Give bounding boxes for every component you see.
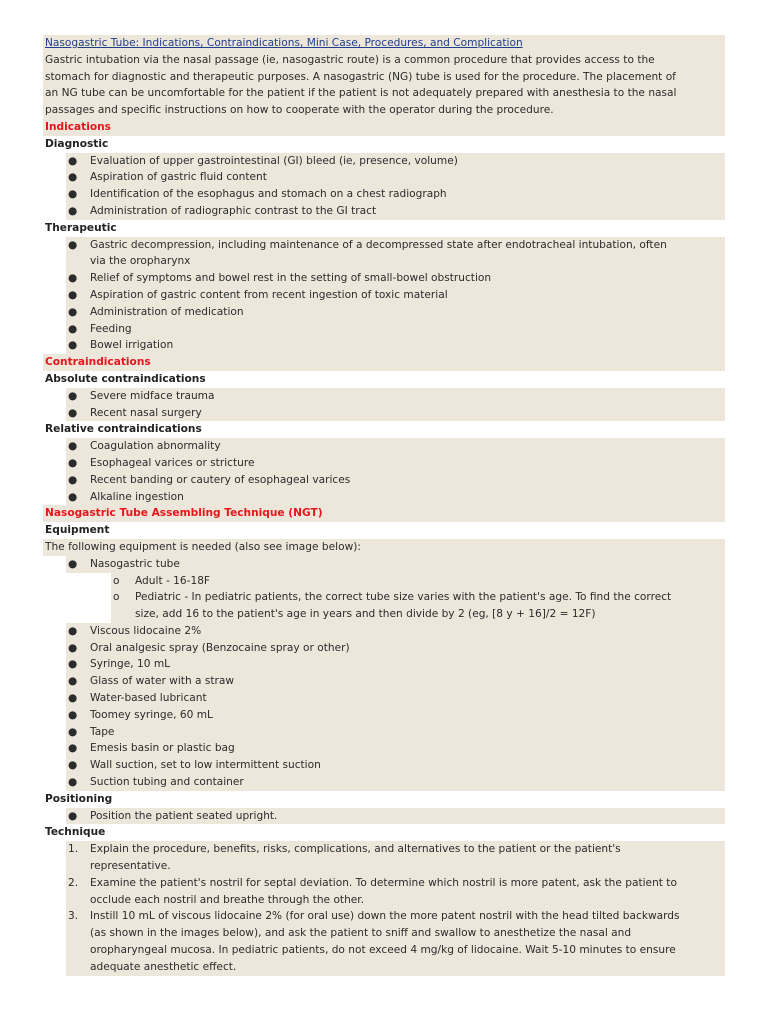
list-item: ● Oral analgesic spray (Benzocaine spray or other) [66, 640, 725, 657]
equipment-heading: Equipment [45, 524, 110, 537]
bullet-marker: ● [68, 322, 78, 335]
step-item: 1. Explain the procedure, benefits, risks, complications, and alternatives to the patient or the patient's representative. [66, 841, 725, 875]
list-item: ● Water-based lubricant [66, 690, 725, 707]
sub-bullet-marker: o [113, 591, 120, 604]
bullet-marker: ● [68, 288, 78, 301]
equipment-intro: The following equipment is needed (also see image below): [43, 539, 725, 556]
bullet-marker: ● [68, 188, 78, 201]
technique-heading: Technique [45, 826, 106, 839]
equipment-list [43, 556, 725, 791]
positioning-heading: Positioning [45, 792, 113, 805]
bullet-marker: ● [68, 708, 78, 721]
list-item: ● Wall suction, set to low intermittent suction [66, 757, 725, 774]
bullet-marker: ● [68, 456, 78, 469]
absolute-list [43, 388, 725, 422]
list-item: ● Nasogastric tube [66, 556, 725, 573]
relative-list [43, 438, 725, 505]
bullet-marker: ● [68, 624, 78, 637]
list-item: ● Evaluation of upper gastrointestinal (GI) bleed (ie, presence, volume) [66, 153, 725, 170]
intro-line: passages and specific instructions on how to cooperate with the operator during the procedure. [43, 102, 725, 119]
diagnostic-heading: Diagnostic [45, 137, 109, 150]
step-item: 2. Examine the patient's nostril for septal deviation. To determine which nostril is more patent, ask the patient to occlude each nostril and breathe through the other. [66, 875, 725, 909]
bullet-marker: ● [68, 440, 78, 453]
step-number: 2. [68, 876, 79, 889]
therapeutic-heading: Therapeutic [45, 221, 117, 234]
sub-list-item: o Pediatric - In pediatric patients, the correct tube size varies with the patient's age. To find the correct size, add 16 to the patient's age in years and then divide by 2 (eg, [8 y + 16]/2 = 12F) [111, 589, 725, 623]
list-item: ● Esophageal varices or stricture [66, 455, 725, 472]
bullet-marker: ● [68, 339, 78, 352]
technique-steps [43, 841, 725, 975]
sub-list-item: o Adult - 16-18F [111, 573, 725, 590]
step-item: 3. Instill 10 mL of viscous lidocaine 2% (for oral use) down the more patent nostril with the head tilted backwards (as shown in the images below), and ask the patient to sniff and swallow to anesthetize the nasal and oropharyngeal mucosa. In pediatric patients, do not exceed 4 mg/kg of lidocaine. Wait 5-10 minutes to ensure adequate anesthetic effect. [66, 908, 725, 975]
bullet-marker: ● [68, 658, 78, 671]
bullet-marker: ● [68, 204, 78, 217]
list-item: ● Relief of symptoms and bowel rest in the setting of small-bowel obstruction [66, 270, 725, 287]
list-item: ● Recent banding or cautery of esophageal varices [66, 472, 725, 489]
list-item: ● Emesis basin or plastic bag [66, 740, 725, 757]
list-item: ● Position the patient seated upright. [66, 808, 725, 825]
sub-bullet-marker: o [113, 574, 120, 587]
bullet-marker: ● [68, 557, 78, 570]
indications-heading: Indications [43, 119, 725, 136]
step-number: 1. [68, 843, 79, 856]
list-item: ● Gastric decompression, including maintenance of a decompressed state after endotracheal intubation, often via the oropharynx [66, 237, 725, 271]
therapeutic-list [43, 237, 725, 355]
bullet-marker: ● [68, 154, 78, 167]
intro-line: Gastric intubation via the nasal passage (ie, nasogastric route) is a common procedure that provides access to the [43, 52, 725, 69]
bullet-marker: ● [68, 490, 78, 503]
bullet-marker: ● [68, 759, 78, 772]
list-item: ● Alkaline ingestion [66, 489, 725, 506]
diagnostic-list [43, 153, 725, 220]
assembling-technique-heading: Nasogastric Tube Assembling Technique (NGT) [43, 505, 725, 522]
intro-line: stomach for diagnostic and therapeutic purposes. A nasogastric (NG) tube is used for the procedure. The placement of [43, 69, 725, 86]
list-item: ● Identification of the esophagus and stomach on a chest radiograph [66, 186, 725, 203]
bullet-marker: ● [68, 171, 78, 184]
absolute-contraindications-heading: Absolute contraindications [45, 372, 206, 385]
list-item: ● Feeding [66, 321, 725, 338]
bullet-marker: ● [68, 473, 78, 486]
list-item: ● Suction tubing and container [66, 774, 725, 791]
list-item: ● Tape [66, 724, 725, 741]
list-item: ● Administration of medication [66, 304, 725, 321]
document-title-row [43, 35, 725, 52]
bullet-marker: ● [68, 305, 78, 318]
document-title[interactable]: Nasogastric Tube: Indications, Contraindications, Mini Case, Procedures, and Complication [45, 37, 523, 49]
bullet-marker: ● [68, 406, 78, 419]
bullet-marker: ● [68, 675, 78, 688]
list-item: ● Glass of water with a straw [66, 673, 725, 690]
list-item: ● Aspiration of gastric fluid content [66, 169, 725, 186]
bullet-marker: ● [68, 272, 78, 285]
bullet-marker: ● [68, 725, 78, 738]
list-item: ● Viscous lidocaine 2% [66, 623, 725, 640]
bullet-marker: ● [68, 389, 78, 402]
intro-line: an NG tube can be uncomfortable for the patient if the patient is not adequately prepared with anesthesia to the nasal [43, 85, 725, 102]
bullet-marker: ● [68, 238, 78, 251]
list-item: ● Coagulation abnormality [66, 438, 725, 455]
document-page [43, 35, 725, 976]
relative-contraindications-heading: Relative contraindications [45, 423, 202, 436]
list-item: ● Bowel irrigation [66, 337, 725, 354]
list-item: ● Recent nasal surgery [66, 405, 725, 422]
bullet-marker: ● [68, 809, 78, 822]
contraindications-heading: Contraindications [43, 354, 725, 371]
bullet-marker: ● [68, 692, 78, 705]
bullet-marker: ● [68, 742, 78, 755]
list-item: ● Administration of radiographic contrast to the GI tract [66, 203, 725, 220]
step-number: 3. [68, 910, 79, 923]
list-item: ● Syringe, 10 mL [66, 656, 725, 673]
list-item: ● Severe midface trauma [66, 388, 725, 405]
list-item: ● Aspiration of gastric content from recent ingestion of toxic material [66, 287, 725, 304]
bullet-marker: ● [68, 641, 78, 654]
list-item: ● Toomey syringe, 60 mL [66, 707, 725, 724]
bullet-marker: ● [68, 776, 78, 789]
